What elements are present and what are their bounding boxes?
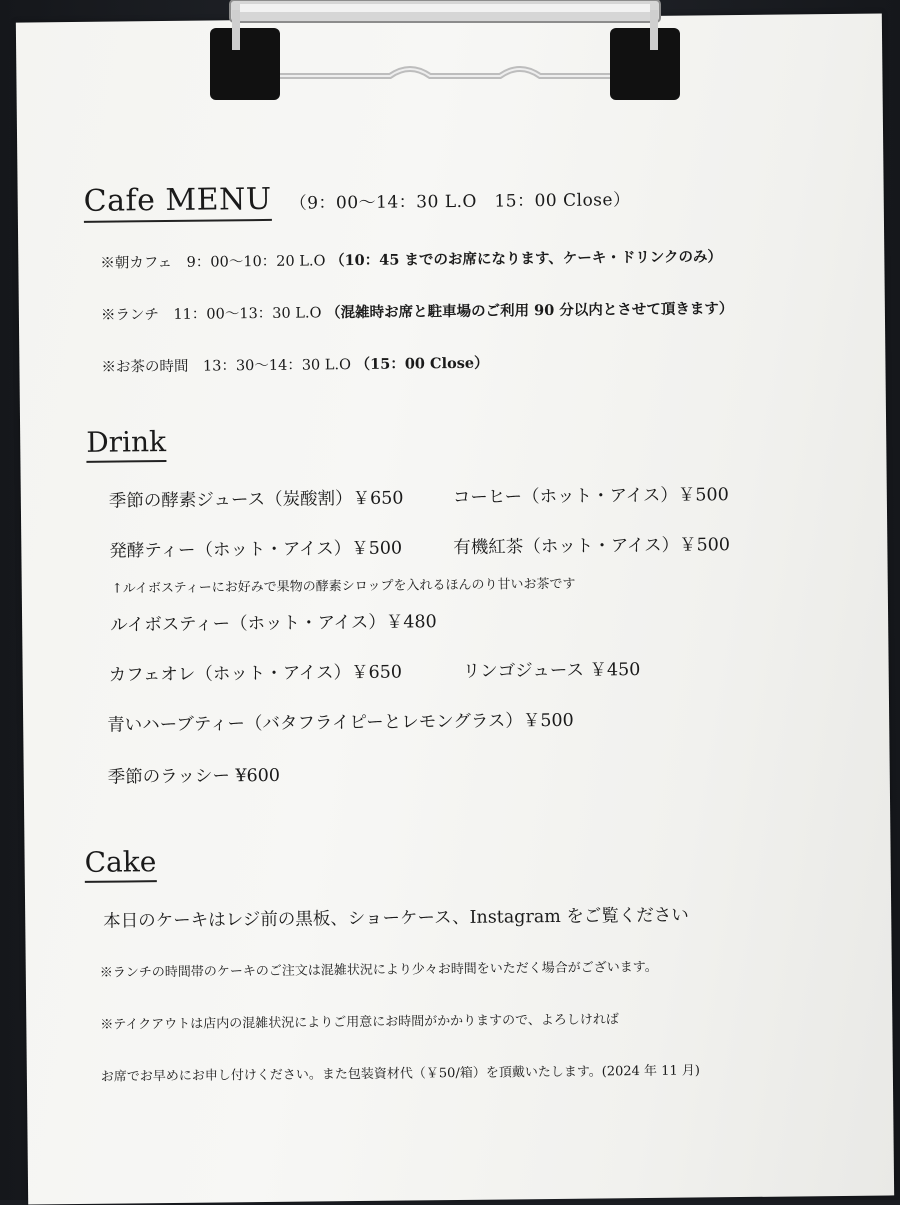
- menu-sheet: [16, 13, 894, 1204]
- drink-item-cafe-au-lait: カフェオレ（ホット・アイス）￥650: [108, 662, 403, 686]
- time-note: （混雑時お席と駐車場のご利用 90 分以内とさせて頂きます）: [325, 300, 734, 322]
- time-row-morning: [100, 245, 722, 273]
- drink-item-coffee: コーヒー（ホット・アイス）￥500: [452, 485, 729, 509]
- cake-lunch-note: ※ランチの時間帯のケーキのご注文は混雑状況により少々お時間をいただく場合がございます。: [99, 959, 658, 981]
- takeout-note: ※テイクアウトは店内の混雑状況によりご用意にお時間がかかりますので、よろしければ: [100, 1012, 619, 1033]
- cake-section-title: Cake: [84, 845, 156, 883]
- menu-header: [84, 178, 631, 219]
- drink-note: ↑ルイボスティーにお好みで果物の酵素シロップを入れるほんのり甘いお茶です: [111, 576, 576, 597]
- time-row-lunch: [101, 297, 734, 325]
- page-title: Cafe MENU: [84, 182, 272, 223]
- opening-hours: （9：00～14：30 L.O 15：00 Close）: [289, 190, 631, 214]
- drink-item-apple-juice: リンゴジュース ￥450: [462, 660, 641, 682]
- time-note: （10：45 までのお席になります、ケーキ・ドリンクのみ）: [329, 248, 723, 270]
- binder-clip-icon: [210, 0, 680, 100]
- drink-item-rooibos: ルイボスティー（ホット・アイス）￥480: [110, 612, 437, 636]
- drink-item-organic-tea: 有機紅茶（ホット・アイス）￥500: [453, 535, 731, 559]
- time-label: ※お茶の時間 13：30～14：30 L.O: [101, 357, 352, 376]
- cake-info: 本日のケーキはレジ前の黒板、ショーケース、Instagram をご覧ください: [103, 905, 689, 932]
- time-note: （15：00 Close）: [355, 354, 489, 374]
- time-row-tea: [101, 352, 488, 377]
- drink-section-title: Drink: [86, 425, 166, 463]
- drink-item-lassi: 季節のラッシー ¥600: [107, 765, 281, 788]
- drink-item-enzyme-juice: 季節の酵素ジュース（炭酸割）￥650: [108, 488, 404, 512]
- drink-item-fermented-tea: 発酵ティー（ホット・アイス）￥500: [109, 538, 403, 562]
- packaging-note: お席でお早めにお申し付けください。また包装資材代（￥50/箱）を頂戴いたします。(2024 年 11 月): [100, 1063, 700, 1085]
- time-label: ※朝カフェ 9：00～10：20 L.O: [100, 253, 326, 272]
- time-label: ※ランチ 11：00～13：30 L.O: [100, 305, 322, 324]
- drink-item-blue-herb-tea: 青いハーブティー（バタフライピーとレモングラス）￥500: [107, 710, 574, 736]
